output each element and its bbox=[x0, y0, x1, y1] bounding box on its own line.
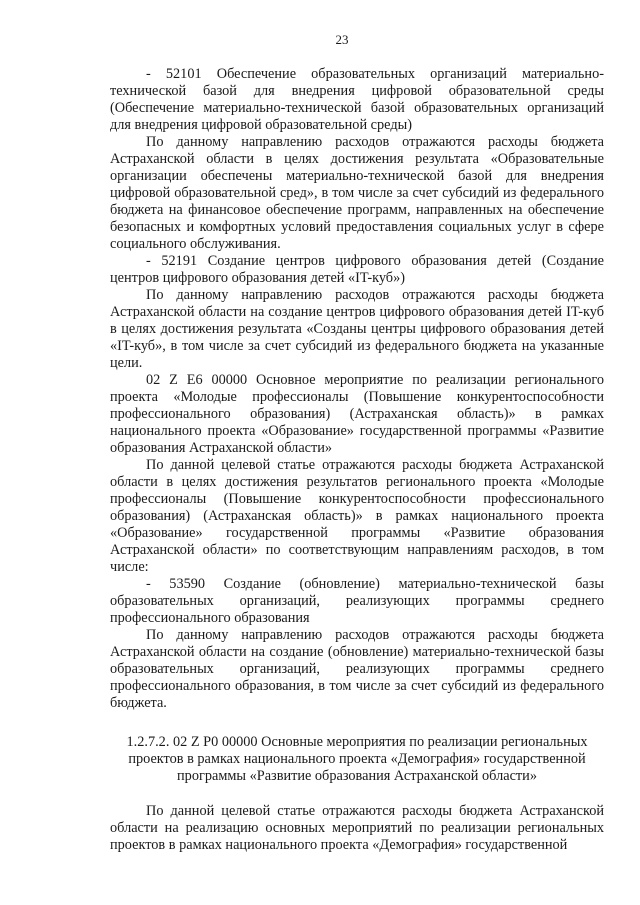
section-heading-line: проектов в рамках национального проекта «Демография» государственной bbox=[128, 751, 586, 767]
paragraph: - 53590 Создание (обновление) материально-технической базы образовательных организаций, реализующих программы среднего профессионального образования bbox=[110, 576, 604, 626]
section-heading-line: 1.2.7.2. 02 Z P0 00000 Основные мероприятия по реализации региональных bbox=[126, 734, 588, 750]
paragraph: По данному направлению расходов отражаются расходы бюджета Астраханской области на создание центров цифрового образования детей IT-куб в целях достижения результата «Созданы центры цифрового образования детей «IT-куб», в том числе за счет субсидий из федерального бюджета на указанные цели. bbox=[110, 287, 604, 371]
section-heading bbox=[110, 734, 604, 785]
paragraph: По данному направлению расходов отражаются расходы бюджета Астраханской области в целях достижения результата «Образовательные организации обеспечены материально-технической базой для внедрения цифровой образовательной сред», в том числе за счет субсидий из федерального бюджета на финансовое обеспечение программ, направленных на обеспечение безопасных и комфортных условий предоставления социальных услуг в сфере социального обслуживания. bbox=[110, 134, 604, 252]
paragraph: По данной целевой статье отражаются расходы бюджета Астраханской области в целях достижения результатов регионального проекта «Молодые профессионалы (Повышение конкурентоспособности профессионального образования) (Астраханская область)» в рамках национального проекта «Образование» государственной программы «Развитие образования Астраханской области» по соответствующим направлениям расходов, в том числе: bbox=[110, 457, 604, 575]
body-text-after bbox=[110, 803, 604, 854]
paragraph: 02 Z E6 00000 Основное мероприятие по реализации регионального проекта «Молодые профессионалы (Повышение конкурентоспособности профессионального образования) (Астраханская область)» в рамках национального проекта «Образование» государственной программы «Развитие образования Астраханской области» bbox=[110, 372, 604, 456]
section-heading-line: программы «Развитие образования Астраханской области» bbox=[177, 768, 537, 784]
page-number: 23 bbox=[335, 32, 349, 47]
paragraph: - 52101 Обеспечение образовательных организаций материально-технической базой для внедрения цифровой образовательной среды (Обеспечение материально-технической базой образовательных организаций для внедрения цифровой образовательной среды) bbox=[110, 66, 604, 133]
paragraph: - 52191 Создание центров цифрового образования детей (Создание центров цифрового образования детей «IT-куб») bbox=[110, 253, 604, 286]
body-text-before bbox=[110, 66, 604, 712]
paragraph: По данному направлению расходов отражаются расходы бюджета Астраханской области на создание (обновление) материально-технической базы образовательных организаций, реализующих программы среднего профессионального образования, в том числе за счет субсидий из федерального бюджета. bbox=[110, 627, 604, 711]
paragraph: По данной целевой статье отражаются расходы бюджета Астраханской области на реализацию основных мероприятий по реализации региональных проектов в рамках национального проекта «Демография» государственной bbox=[110, 803, 604, 853]
